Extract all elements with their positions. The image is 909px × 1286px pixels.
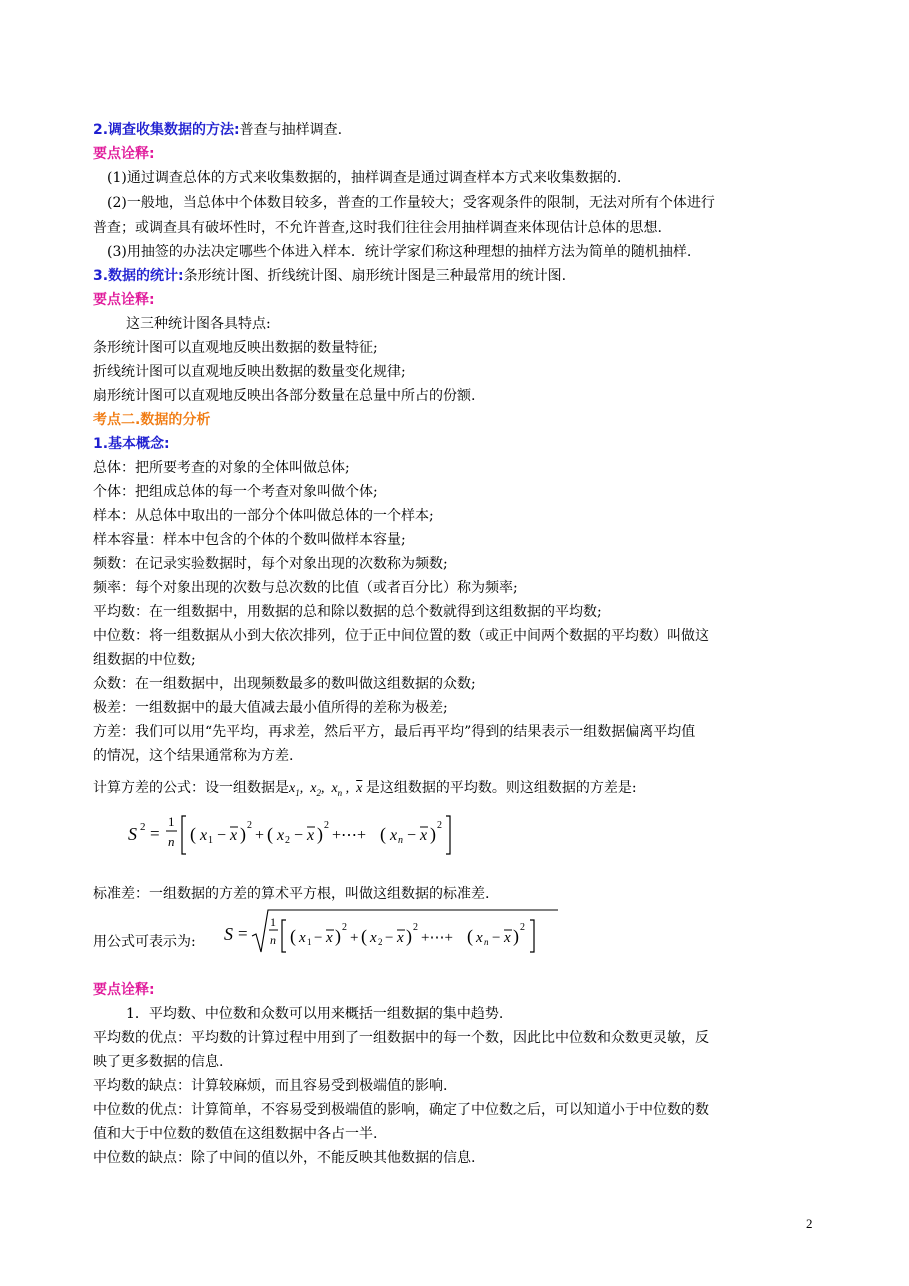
definition-line: 样本容量：样本中包含的个体的个数叫做样本容量; — [93, 532, 406, 548]
definition-line: 组数据的中位数; — [93, 652, 196, 668]
svg-text:x: x — [230, 827, 238, 844]
svg-text:1: 1 — [270, 915, 276, 929]
survey-point: 普查；或调查具有破坏性时，不允许普查,这时我们往往会用抽样调查来体现估计总体的思想. — [93, 220, 662, 236]
definition-line: 总体：把所要考查的对象的全体叫做总体; — [93, 460, 350, 476]
svg-text:=: = — [238, 924, 248, 943]
svg-text:x: x — [326, 930, 333, 946]
notes-line: 映了更多数据的信息. — [93, 1054, 224, 1070]
svg-text:2: 2 — [437, 820, 442, 831]
svg-text:(: ( — [290, 926, 296, 946]
svg-text:(: ( — [361, 926, 367, 946]
definition-line: 极差：一组数据中的最大值减去最小值所得的差称为极差; — [93, 700, 448, 716]
analysis-subheading: 1.基本概念: — [93, 436, 170, 452]
std-line: 标准差：一组数据的方差的算术平方根，叫做这组数据的标准差. — [93, 886, 490, 902]
svg-text:2: 2 — [413, 922, 418, 933]
svg-text:−: − — [314, 930, 323, 946]
svg-text:+: + — [350, 930, 359, 946]
svg-text:x: x — [370, 930, 377, 946]
svg-text:(: ( — [380, 824, 386, 844]
variance-formula — [124, 808, 464, 860]
survey-point: (2)一般地，当总体中个体数目较多，普查的工作量较大；受客观条件的限制，无法对所有个体进行 — [107, 195, 715, 211]
svg-text:2: 2 — [342, 922, 347, 933]
variance-intro — [93, 778, 637, 803]
svg-text:+⋯+: +⋯+ — [421, 930, 453, 946]
svg-text:2: 2 — [285, 835, 290, 846]
variance-intro-text-2: 是这组数据的平均数。则这组数据的方差是: — [365, 780, 637, 796]
notes-line: 平均数的缺点：计算较麻烦，而且容易受到极端值的影响. — [93, 1078, 448, 1094]
svg-text:x: x — [307, 827, 315, 844]
analysis-title: 考点二.数据的分析 — [93, 412, 211, 428]
survey-point: (1)通过调查总体的方式来收集数据的，抽样调查是通过调查样本方式来收集数据的. — [107, 170, 622, 186]
svg-text:1: 1 — [307, 937, 312, 947]
std-formula-label: 用公式可表示为: — [93, 934, 196, 950]
notes-label: 要点诠释: — [93, 982, 155, 998]
svg-text:): ) — [430, 824, 436, 844]
svg-text:2: 2 — [247, 820, 252, 831]
notes-line: 值和大于中位数的数值在这组数据中各占一半. — [93, 1126, 378, 1142]
page-number: 2 — [806, 1216, 813, 1231]
svg-text:−: − — [294, 827, 304, 844]
svg-text:): ) — [240, 824, 246, 844]
stats-line: 扇形统计图可以直观地反映出各部分数量在总量中所占的份额. — [93, 388, 476, 404]
svg-text:): ) — [335, 926, 341, 946]
notes-line: 1．平均数、中位数和众数可以用来概括一组数据的集中趋势. — [126, 1006, 504, 1022]
svg-text:2: 2 — [140, 821, 146, 833]
stats-line: 这三种统计图各具特点: — [126, 316, 271, 332]
definition-line: 频率：每个对象出现的次数与总次数的比值（或者百分比）称为频率; — [93, 580, 518, 596]
svg-text:n: n — [398, 835, 403, 846]
svg-text:x: x — [299, 930, 306, 946]
definition-line: 样本：从总体中取出的一部分个体叫做总体的一个样本; — [93, 508, 434, 524]
notes-line: 中位数的优点：计算简单，不容易受到极端值的影响，确定了中位数之后，可以知道小于中位数的数 — [93, 1102, 709, 1118]
definition-line: 频数：在记录实验数据时，每个对象出现的次数称为频数; — [93, 556, 448, 572]
stats-line: 折线统计图可以直观地反映出数据的数量变化规律; — [93, 364, 406, 380]
svg-text:x: x — [277, 827, 285, 844]
svg-text:−: − — [407, 827, 417, 844]
variance-intro-text: 计算方差的公式：设一组数据是 — [93, 780, 289, 796]
svg-text:−: − — [385, 930, 394, 946]
svg-text:x: x — [200, 827, 208, 844]
svg-text:S: S — [224, 924, 233, 944]
svg-text:): ) — [317, 824, 323, 844]
stats-heading: 3.数据的统计: — [93, 268, 184, 284]
svg-text:−: − — [492, 930, 501, 946]
svg-text:S: S — [128, 824, 137, 844]
definition-line: 方差：我们可以用“先平均，再求差，然后平方，最后再平均”得到的结果表示一组数据偏离平均值 — [93, 724, 696, 740]
svg-text:−: − — [217, 827, 227, 844]
notes-line: 中位数的缺点：除了中间的值以外，不能反映其他数据的信息. — [93, 1150, 476, 1166]
svg-text:x: x — [390, 827, 398, 844]
survey-heading: 2.调查收集数据的方法: — [93, 122, 240, 138]
svg-text:): ) — [406, 926, 412, 946]
survey-heading-rest: 普查与抽样调查. — [239, 122, 343, 138]
definition-line: 众数：在一组数据中，出现频数最多的数叫做这组数据的众数; — [93, 676, 476, 692]
svg-text:n: n — [168, 834, 175, 849]
survey-note-label: 要点诠释: — [93, 146, 155, 162]
definition-line: 的情况，这个结果通常称为方差. — [93, 748, 294, 764]
svg-text:+: + — [255, 827, 265, 844]
survey-heading-line — [93, 120, 342, 140]
svg-text:x: x — [397, 930, 404, 946]
stats-note-label: 要点诠释: — [93, 292, 155, 308]
svg-text:): ) — [513, 926, 519, 946]
svg-text:(: ( — [467, 926, 473, 946]
stats-line: 条形统计图可以直观地反映出数据的数量特征; — [93, 340, 378, 356]
survey-point: (3)用抽签的办法决定哪些个体进入样本．统计学家们称这种理想的抽样方法为简单的随机抽样. — [107, 244, 692, 260]
svg-text:1: 1 — [168, 814, 175, 829]
svg-text:n: n — [484, 937, 489, 947]
svg-text:x: x — [504, 930, 511, 946]
svg-text:(: ( — [190, 824, 196, 844]
data-symbols: $x_1$, $x_2$, $x_n$ , $\overline{x}$ — [289, 781, 363, 798]
svg-text:2: 2 — [520, 922, 525, 933]
svg-text:n: n — [270, 933, 276, 947]
definition-line: 中位数：将一组数据从小到大依次排列，位于正中间位置的数（或正中间两个数据的平均数）叫做这 — [93, 628, 709, 644]
stats-heading-rest: 条形统计图、折线统计图、扇形统计图是三种最常用的统计图. — [183, 268, 567, 284]
notes-line: 平均数的优点：平均数的计算过程中用到了一组数据中的每一个数，因此比中位数和众数更灵敏，反 — [93, 1030, 709, 1046]
svg-text:1: 1 — [208, 835, 213, 846]
std-formula — [222, 906, 562, 958]
stats-heading-line — [93, 266, 566, 286]
svg-text:=: = — [150, 824, 160, 843]
svg-text:2: 2 — [378, 937, 383, 947]
definition-line: 个体：把组成总体的每一个考查对象叫做个体; — [93, 484, 378, 500]
svg-text:+⋯+: +⋯+ — [332, 827, 367, 844]
svg-text:(: ( — [267, 824, 273, 844]
definition-line: 平均数：在一组数据中，用数据的总和除以数据的总个数就得到这组数据的平均数; — [93, 604, 602, 620]
svg-text:x: x — [420, 827, 428, 844]
svg-text:x: x — [476, 930, 483, 946]
svg-text:2: 2 — [324, 820, 329, 831]
